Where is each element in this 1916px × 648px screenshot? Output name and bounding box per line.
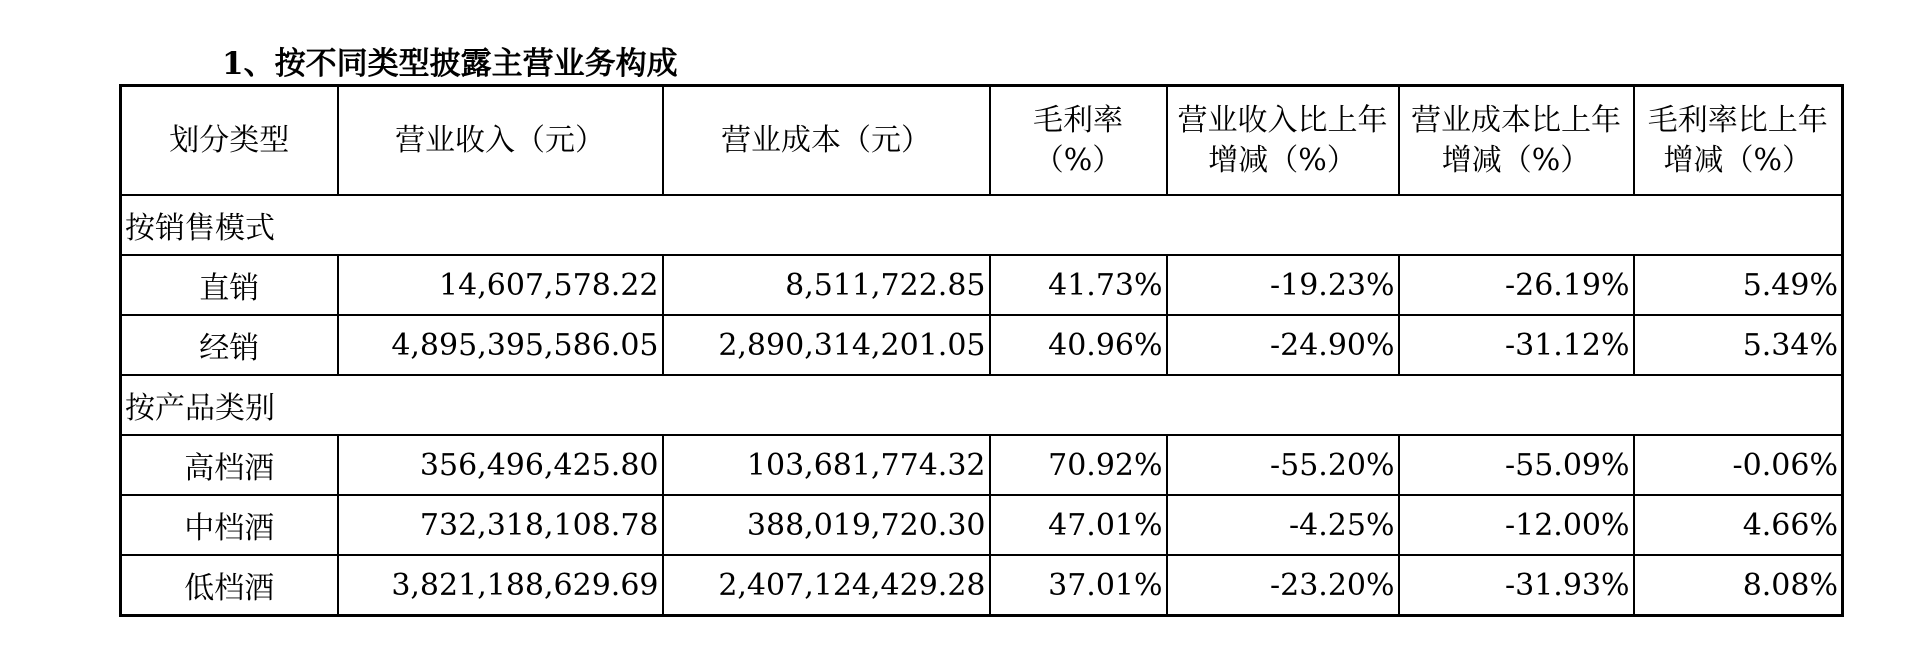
table-row: [121, 435, 1843, 495]
header-revenue: 营业收入（元）: [338, 86, 663, 196]
margin-cell: 37.01%: [990, 555, 1167, 616]
revenue-change-cell: -19.23%: [1167, 255, 1399, 315]
margin-change-cell: 5.49%: [1634, 255, 1843, 315]
revenue-cell: 356,496,425.80: [338, 435, 663, 495]
row-label: 经销: [121, 315, 338, 375]
group-row-product-category: [121, 375, 1843, 435]
cost-change-cell: -31.93%: [1399, 555, 1634, 616]
header-cost: 营业成本（元）: [663, 86, 990, 196]
row-label: 直销: [121, 255, 338, 315]
group-title: 按产品类别: [121, 375, 1843, 435]
header-cost-change: 营业成本比上年 增减（%）: [1399, 86, 1634, 196]
revenue-cell: 732,318,108.78: [338, 495, 663, 555]
revenue-change-cell: -24.90%: [1167, 315, 1399, 375]
header-gross-margin: 毛利率 （%）: [990, 86, 1167, 196]
cost-cell: 103,681,774.32: [663, 435, 990, 495]
table-row: [121, 255, 1843, 315]
margin-cell: 47.01%: [990, 495, 1167, 555]
header-row: [121, 86, 1843, 196]
row-label: 高档酒: [121, 435, 338, 495]
cost-cell: 8,511,722.85: [663, 255, 990, 315]
section-heading: 1、按不同类型披露主营业务构成: [222, 46, 678, 82]
cost-change-cell: -31.12%: [1399, 315, 1634, 375]
revenue-change-cell: -55.20%: [1167, 435, 1399, 495]
cost-change-cell: -26.19%: [1399, 255, 1634, 315]
cost-change-cell: -55.09%: [1399, 435, 1634, 495]
row-label: 低档酒: [121, 555, 338, 616]
margin-change-cell: 8.08%: [1634, 555, 1843, 616]
cost-cell: 388,019,720.30: [663, 495, 990, 555]
revenue-cell: 14,607,578.22: [338, 255, 663, 315]
margin-change-cell: -0.06%: [1634, 435, 1843, 495]
header-margin-change: 毛利率比上年 增减（%）: [1634, 86, 1843, 196]
margin-change-cell: 4.66%: [1634, 495, 1843, 555]
row-label: 中档酒: [121, 495, 338, 555]
revenue-cell: 3,821,188,629.69: [338, 555, 663, 616]
revenue-cell: 4,895,395,586.05: [338, 315, 663, 375]
header-revenue-change: 营业收入比上年 增减（%）: [1167, 86, 1399, 196]
cost-cell: 2,890,314,201.05: [663, 315, 990, 375]
table-row: [121, 315, 1843, 375]
revenue-change-cell: -4.25%: [1167, 495, 1399, 555]
margin-cell: 70.92%: [990, 435, 1167, 495]
group-row-sales-mode: [121, 195, 1843, 255]
margin-change-cell: 5.34%: [1634, 315, 1843, 375]
table-row: [121, 495, 1843, 555]
business-composition-table: [119, 84, 1844, 617]
group-title: 按销售模式: [121, 195, 1843, 255]
margin-cell: 41.73%: [990, 255, 1167, 315]
revenue-change-cell: -23.20%: [1167, 555, 1399, 616]
margin-cell: 40.96%: [990, 315, 1167, 375]
header-category: 划分类型: [121, 86, 338, 196]
cost-cell: 2,407,124,429.28: [663, 555, 990, 616]
table-row: [121, 555, 1843, 616]
cost-change-cell: -12.00%: [1399, 495, 1634, 555]
